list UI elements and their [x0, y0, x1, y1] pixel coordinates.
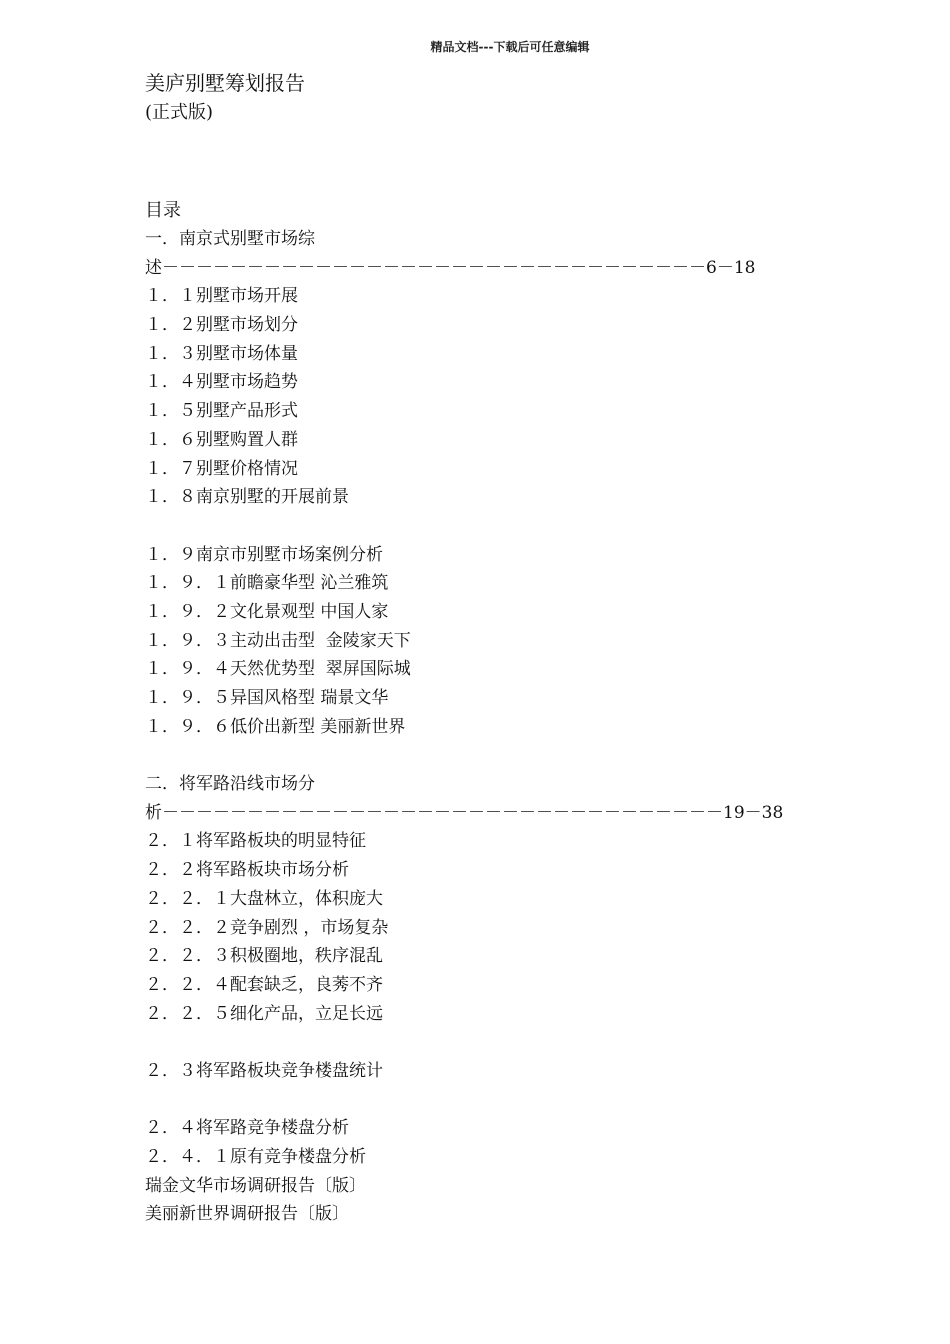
toc-subitem: １．９．２文化景观型 中国人家: [145, 601, 389, 622]
toc-subitem: ２．４．１原有竞争楼盘分析: [145, 1147, 366, 1167]
spacer: [145, 1028, 845, 1057]
toc-item: ２．２将军路板块市场分析: [145, 860, 349, 881]
toc-heading: 目录: [145, 200, 181, 221]
document-subtitle: (正式版): [145, 102, 214, 123]
page-header-note: 精品文档---下载后可任意编辑: [430, 40, 590, 54]
toc-item: １．２别墅市场划分: [145, 315, 298, 336]
toc-subitem: 瑞金文华市场调研报告〔版〕: [145, 1175, 366, 1196]
document-body: [145, 68, 845, 1229]
toc-item: ２．３将军路板块竞争楼盘统计: [145, 1060, 383, 1081]
spacer: [145, 741, 845, 770]
toc-item: １．５别墅产品形式: [145, 401, 298, 422]
toc-item: １．８南京别墅的开展前景: [145, 487, 349, 508]
toc-item: １．７别墅价格情况: [145, 458, 298, 479]
toc-subitem: １．９．６低价出新型 美丽新世界: [145, 716, 406, 737]
toc-subitem: ２．２．４配套缺乏，良莠不齐: [145, 974, 383, 995]
spacer: [145, 1086, 845, 1115]
document-title: 美庐别墅筹划报告: [145, 71, 305, 95]
toc-item: １．１别墅市场开展: [145, 286, 298, 307]
toc-item: １．４别墅市场趋势: [145, 372, 298, 393]
toc-section-heading: 二．将军路沿线市场分: [145, 774, 315, 795]
toc-subitem: ２．２．３积极圈地，秩序混乱: [145, 946, 383, 967]
toc-subitem: ２．２．５细化产品，立足长远: [145, 1003, 383, 1024]
toc-section-heading: 一．南京式别墅市场综: [145, 229, 315, 249]
toc-subitem: １．９．１前瞻豪华型 沁兰雅筑: [145, 573, 389, 594]
toc-item: １．６别墅购置人群: [145, 429, 298, 450]
toc-section-2: [145, 770, 845, 1229]
toc-subitem: 美丽新世界调研报告〔版〕: [145, 1204, 349, 1225]
spacer: [145, 512, 845, 541]
toc-subitem: ２．２．２竞争剧烈 ，市场复杂: [145, 917, 389, 938]
toc-subitem: ２．２．１大盘林立，体积庞大: [145, 888, 383, 909]
toc-subitem: １．９．４天然优势型 翠屏国际城: [145, 659, 411, 680]
toc-item: １．９南京市别墅市场案例分析: [145, 544, 383, 565]
toc-section-1: [145, 225, 845, 741]
toc-item: ２．１将军路板块的明显特征: [145, 831, 366, 852]
toc-subitem: １．９．５异国风格型 瑞景文华: [145, 688, 389, 708]
toc-item: ２．４将军路竞争楼盘分析: [145, 1118, 349, 1139]
toc-section-heading-leader: 析－－－－－－－－－－－－－－－－－－－－－－－－－－－－－－－－－19－38: [145, 802, 784, 823]
toc-section-heading-leader: 述－－－－－－－－－－－－－－－－－－－－－－－－－－－－－－－－6－18: [145, 257, 756, 278]
toc-item: １．３别墅市场体量: [145, 343, 298, 364]
toc-subitem: １．９．３主动出击型 金陵家天下: [145, 630, 411, 651]
